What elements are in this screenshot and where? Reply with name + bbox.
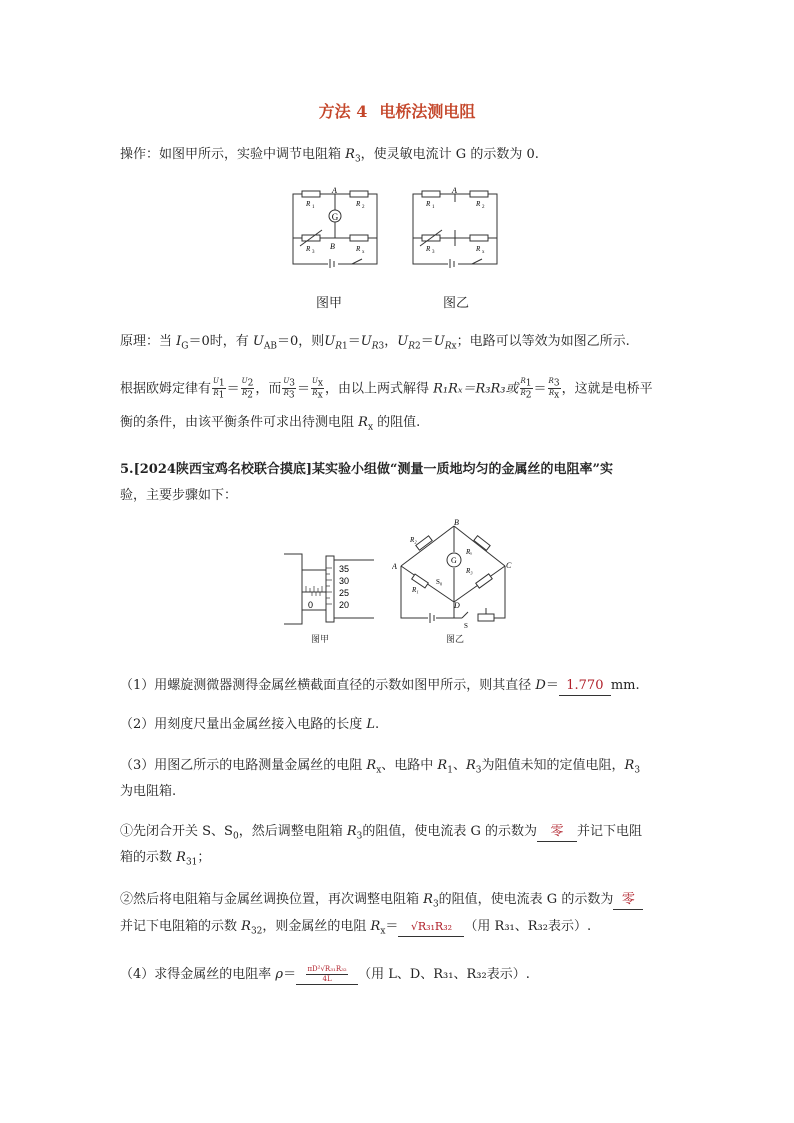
wheatstone-bridge-figure bbox=[392, 518, 514, 630]
u2-s: 2 bbox=[415, 341, 421, 352]
p3ds: 1 bbox=[447, 765, 453, 776]
ohm-line2: 衡的条件，由该平衡条件可求出待测电阻 bbox=[120, 415, 359, 430]
fraction-u3-r3 bbox=[282, 377, 296, 401]
principle-a: 原理：当 bbox=[120, 334, 177, 349]
frac-u: U bbox=[311, 377, 318, 385]
answer-resistivity bbox=[296, 965, 358, 985]
p2L: L bbox=[366, 717, 376, 732]
frac-u: U bbox=[241, 377, 248, 385]
s1r: R bbox=[346, 824, 357, 839]
frac-s: x bbox=[317, 390, 323, 401]
s1r31s: 31 bbox=[185, 857, 198, 868]
question-5-heading-2 bbox=[120, 487, 237, 505]
s-label: S bbox=[464, 622, 468, 630]
frac-s: 1 bbox=[218, 390, 225, 401]
ohm-r1rx: R₁Rₓ＝R₃R₃或 bbox=[433, 381, 519, 397]
u1-r: R bbox=[335, 341, 343, 352]
operation-text bbox=[120, 146, 539, 169]
r3-label: R bbox=[306, 245, 311, 253]
fraction-u2-r2 bbox=[241, 377, 255, 401]
resistivity-fraction bbox=[306, 965, 347, 984]
ohm-d: ，这就是电桥平 bbox=[561, 381, 653, 397]
step-1 bbox=[120, 823, 642, 846]
method-number: 方法 4 bbox=[318, 102, 368, 121]
r3-sub: 3 bbox=[312, 250, 315, 255]
frac-r: R bbox=[312, 389, 318, 398]
ohm-law-line2 bbox=[120, 414, 420, 437]
r3-sub-yi: 3 bbox=[432, 250, 435, 255]
frac-s: 3 bbox=[289, 378, 295, 389]
p3a: （3）用图乙所示的电路测量金属丝的电阻 bbox=[120, 758, 367, 773]
s2r: R bbox=[423, 892, 433, 907]
eq1: ＝ bbox=[347, 334, 361, 349]
node-d: D bbox=[454, 601, 460, 610]
frac-s: x bbox=[317, 378, 323, 389]
answer-step-1: 零 bbox=[537, 823, 577, 842]
p3d: R bbox=[437, 758, 448, 773]
frac-r: R bbox=[241, 389, 248, 398]
p1eq: ＝ bbox=[545, 678, 559, 693]
micrometer-figure bbox=[282, 548, 376, 630]
u3: U bbox=[360, 334, 372, 349]
p4a: （4）求得金属丝的电阻率 bbox=[120, 967, 276, 982]
r2-label: R bbox=[356, 200, 361, 208]
figure-jia-caption: 图甲 bbox=[316, 296, 343, 311]
bridge-circuit-yi bbox=[410, 186, 500, 268]
p3h: R bbox=[624, 758, 635, 773]
principle-b: ＝0时，有 bbox=[188, 334, 253, 349]
question-5-part-3 bbox=[120, 757, 640, 780]
s1b: ，然后调整电阻箱 bbox=[238, 824, 347, 839]
p3e: 、 bbox=[452, 758, 466, 773]
p2: （2）用刻度尺量出金属丝接入电路的长度 bbox=[120, 717, 367, 732]
answer-diameter: 1.770 bbox=[559, 677, 611, 696]
ohm-b: ，而 bbox=[255, 381, 282, 397]
step-2-line2 bbox=[120, 918, 591, 941]
node-b: B bbox=[454, 518, 459, 527]
s2rxs: x bbox=[380, 926, 386, 937]
u1-s: 1 bbox=[342, 341, 348, 352]
frac-s: 3 bbox=[288, 390, 295, 401]
operation-part-a: 操作：如图甲所示，实验中调节电阻箱 bbox=[120, 147, 346, 162]
micrometer-caption: 图甲 bbox=[311, 635, 330, 645]
s1a: ①先闭合开关 S、S bbox=[120, 824, 233, 839]
question-5-part-3-line2: 为电阻箱. bbox=[120, 784, 177, 799]
sep1: ， bbox=[384, 334, 398, 349]
step-2 bbox=[120, 891, 643, 914]
page-title bbox=[0, 99, 794, 122]
s2b: 的阻值，使电流表 G 的示数为 bbox=[438, 892, 614, 907]
eq: ＝ bbox=[533, 381, 547, 397]
s1end: ； bbox=[197, 850, 211, 865]
node-b-label: B bbox=[330, 242, 335, 251]
ohm-c: ，由以上两式解得 bbox=[324, 381, 434, 397]
s2rs: 3 bbox=[432, 899, 439, 910]
galvanometer-label: G bbox=[331, 212, 339, 222]
s1rs: 3 bbox=[356, 831, 363, 842]
r2-label-yi: R bbox=[476, 200, 481, 208]
p1d: D bbox=[535, 678, 546, 693]
p3c: 、电路中 bbox=[381, 758, 438, 773]
frac-s: 2 bbox=[247, 378, 254, 389]
ohm-a: 根据欧姆定律有 bbox=[120, 381, 212, 397]
principle-d: ；电路可以等效为如图乙所示. bbox=[456, 334, 630, 349]
r2-sub-yi: 2 bbox=[482, 205, 485, 210]
fraction-r1-r2 bbox=[520, 377, 533, 401]
frac-r: R bbox=[520, 389, 526, 398]
u1: U bbox=[324, 334, 336, 349]
ohm-line2-end: 的阻值. bbox=[373, 415, 421, 430]
ohm-law-text bbox=[120, 377, 653, 401]
fraction-ux-rx bbox=[311, 377, 324, 401]
frac-r: R bbox=[548, 389, 555, 398]
var-r: R bbox=[345, 147, 355, 162]
s2end: （用 R₃₁、R₃₂表示）. bbox=[464, 919, 592, 934]
var-uab: U bbox=[252, 334, 264, 349]
node-a-label: A bbox=[332, 186, 337, 195]
question-5-part-1 bbox=[120, 677, 640, 696]
var-ig: I bbox=[176, 334, 182, 349]
p3fs: 3 bbox=[475, 765, 482, 776]
method-name: 电桥法测电阻 bbox=[379, 102, 476, 121]
resistivity-den: 4L bbox=[322, 975, 332, 983]
step-1-line2 bbox=[120, 849, 210, 872]
node-a: A bbox=[392, 562, 397, 571]
u3-s: 3 bbox=[378, 341, 385, 352]
r3-label-q5: R₃ bbox=[466, 567, 473, 575]
s1d: 并记下电阻 bbox=[577, 824, 643, 839]
micrometer-zero: 0 bbox=[308, 600, 314, 610]
p3g: 为阻值未知的定值电阻， bbox=[481, 758, 625, 773]
s2line2b: ，则金属丝的电阻 bbox=[262, 919, 371, 934]
answer-resistance: √R₃₁R₃₂ bbox=[398, 918, 464, 937]
s1c: 的阻值，使电流表 G 的示数为 bbox=[362, 824, 538, 839]
p4end: （用 L、D、R₃₁、R₃₂表示）. bbox=[358, 967, 530, 982]
scale-25: 25 bbox=[339, 588, 350, 598]
principle-c: ＝0，则 bbox=[276, 334, 325, 349]
p1a: （1）用螺旋测微器测得金属丝横截面直径的示数如图甲所示，则其直径 bbox=[120, 678, 536, 693]
rx-label-yi: R bbox=[476, 245, 481, 253]
ohm-rx-sub: x bbox=[367, 422, 374, 433]
bridge-caption: 图乙 bbox=[446, 635, 465, 645]
eq: ＝ bbox=[226, 381, 240, 397]
rho: ρ bbox=[275, 967, 284, 982]
ux: U bbox=[433, 334, 445, 349]
s2r32s: 32 bbox=[250, 926, 263, 937]
frac-r: R bbox=[520, 377, 526, 385]
s2line2a: 并记下电阻箱的示数 bbox=[120, 919, 242, 934]
frac-s: x bbox=[554, 390, 560, 401]
rx-label: R bbox=[356, 245, 361, 253]
u3-r: R bbox=[371, 341, 379, 352]
r2-label-q5: R₂ bbox=[410, 536, 417, 544]
p1unit: mm. bbox=[610, 678, 640, 693]
r2-sub: 2 bbox=[362, 205, 365, 210]
rx-sub-yi: x bbox=[482, 250, 485, 255]
eq: ＝ bbox=[296, 381, 310, 397]
s1line2: 箱的示数 bbox=[120, 850, 177, 865]
s1as: 0 bbox=[232, 831, 239, 842]
question-5-part-4 bbox=[120, 965, 530, 985]
ohm-rx: R bbox=[358, 415, 368, 430]
resistivity-num: πD²√R₃₁R₃₂ bbox=[307, 965, 347, 973]
frac-s: 3 bbox=[553, 378, 560, 389]
s2rx: R bbox=[370, 919, 381, 934]
u2: U bbox=[397, 334, 409, 349]
var-sub: 3 bbox=[354, 154, 361, 165]
r1-label-yi: R bbox=[426, 200, 431, 208]
frac-u: U bbox=[213, 377, 219, 385]
frac-s: 1 bbox=[525, 378, 532, 389]
p4eq: ＝ bbox=[283, 967, 297, 982]
s1r31: R bbox=[176, 850, 186, 865]
p3f: R bbox=[465, 758, 476, 773]
frac-s: 1 bbox=[218, 378, 225, 389]
s2r32: R bbox=[241, 919, 251, 934]
s2a: ②然后将电阻箱与金属丝调换位置，再次调整电阻箱 bbox=[120, 892, 424, 907]
r1-label-q5: R₁ bbox=[412, 586, 419, 594]
q5-head2: 验，主要步骤如下： bbox=[120, 488, 238, 503]
frac-r: R bbox=[548, 377, 554, 385]
fraction-r3-rx bbox=[548, 377, 561, 401]
r3-label-yi: R bbox=[426, 245, 431, 253]
r1-sub: 1 bbox=[312, 205, 315, 210]
ux-s: x bbox=[451, 341, 457, 352]
p3b: R bbox=[366, 758, 377, 773]
operation-part-b: ，使灵敏电流计 G 的示数为 0. bbox=[360, 147, 539, 162]
principle-text bbox=[120, 333, 630, 356]
s0-label: S₀ bbox=[436, 578, 443, 586]
scale-20: 20 bbox=[339, 600, 350, 610]
scale-30: 30 bbox=[339, 576, 350, 586]
rx-label-q5: Rₓ bbox=[466, 548, 473, 556]
p3bs: x bbox=[376, 765, 382, 776]
figure-yi-caption: 图乙 bbox=[443, 296, 470, 311]
bridge-circuit-jia bbox=[290, 186, 380, 268]
frac-u: U bbox=[283, 377, 290, 385]
var-ig-sub: G bbox=[181, 341, 189, 352]
frac-s: 2 bbox=[247, 390, 253, 401]
frac-r: R bbox=[283, 389, 289, 398]
s2eq: ＝ bbox=[385, 919, 399, 934]
question-5-part-2 bbox=[120, 716, 379, 734]
r1-sub-yi: 1 bbox=[432, 205, 435, 210]
eq2: ＝ bbox=[420, 334, 434, 349]
node-c: C bbox=[506, 561, 512, 570]
scale-35: 35 bbox=[339, 564, 350, 574]
fraction-u1-r1 bbox=[212, 377, 226, 401]
rx-sub: x bbox=[362, 250, 365, 255]
r1-label: R bbox=[306, 200, 311, 208]
u2-r: R bbox=[408, 341, 416, 352]
question-5-heading bbox=[120, 461, 613, 479]
p2end: . bbox=[375, 717, 380, 732]
galvanometer-g: G bbox=[451, 556, 457, 565]
frac-r: R bbox=[213, 389, 219, 398]
q5-head: 5.[2024陕西宝鸡名校联合摸底]某实验小组做“测量一质地均匀的金属丝的电阻率”实 bbox=[120, 462, 614, 477]
node-a-label-yi: A bbox=[452, 186, 457, 195]
p3hs: 3 bbox=[634, 765, 641, 776]
var-uab-sub: AB bbox=[263, 341, 277, 352]
ux-r: R bbox=[444, 341, 452, 352]
answer-step-2: 零 bbox=[613, 891, 643, 910]
frac-s: 2 bbox=[525, 390, 532, 401]
